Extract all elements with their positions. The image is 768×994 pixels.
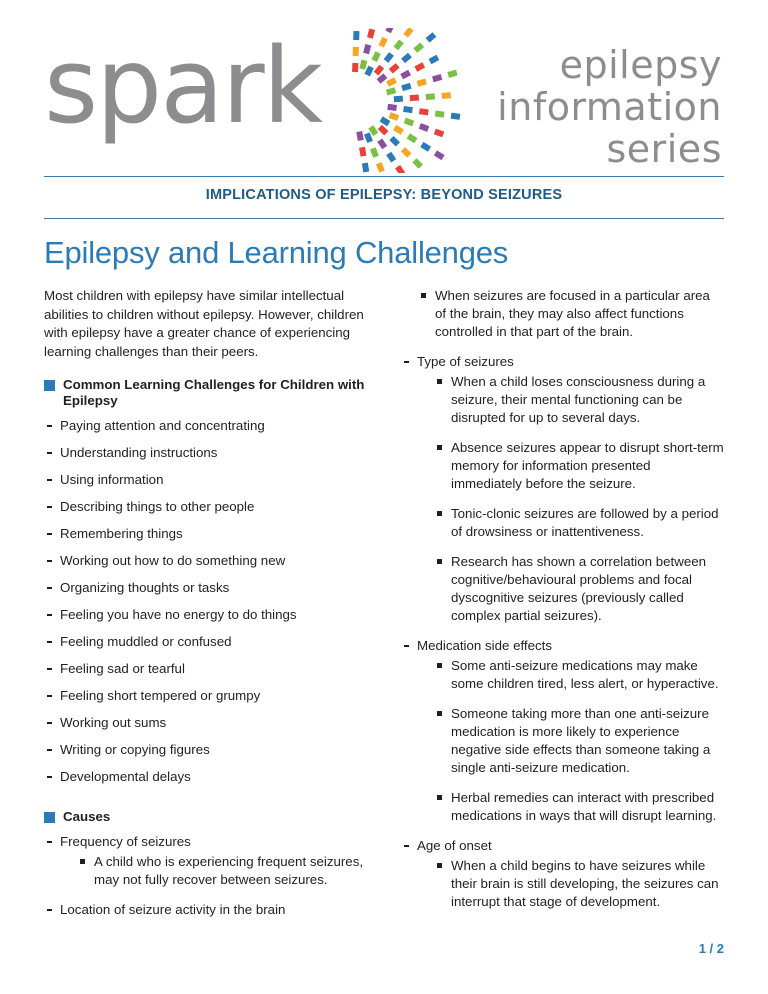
list-item-text: Frequency of seizures: [60, 834, 191, 849]
list-item: Describing things to other people: [44, 498, 367, 516]
body-columns: [44, 287, 724, 928]
list-item-text: Age of onset: [417, 838, 492, 853]
list-item: When a child loses consciousness during a seizure, their mental functioning can be disrupted for up to several days.: [435, 373, 724, 427]
list-item: Feeling short tempered or grumpy: [44, 687, 367, 705]
list-item: Organizing thoughts or tasks: [44, 579, 367, 597]
list-item: A child who is experiencing frequent seizures, may not fully recover between seizures.: [78, 853, 367, 889]
page-number: 1 / 2: [698, 941, 724, 956]
list-item: Feeling sad or tearful: [44, 660, 367, 678]
section-heading-challenges: [44, 377, 367, 409]
page-title: Epilepsy and Learning Challenges: [44, 235, 509, 270]
series-line-1: epilepsy: [559, 43, 722, 87]
sub-list: [78, 853, 367, 889]
logo-wordmark: spark: [44, 25, 321, 147]
list-item: Working out how to do something new: [44, 552, 367, 570]
spacer: [44, 795, 367, 805]
list-item: Research has shown a correlation between cognitive/behavioural problems and focal dyscognitive seizures (previously called complex partial seizures).: [435, 553, 724, 625]
kicker-text: IMPLICATIONS OF EPILEPSY: BEYOND SEIZURES: [205, 187, 563, 203]
list-item: [401, 353, 724, 625]
spark-burst-icon: [340, 28, 570, 173]
list-item: Understanding instructions: [44, 444, 367, 462]
list-item: Someone taking more than one anti-seizure medication is more likely to experience negative side effects than someone taking a single anti-seizure medication.: [435, 705, 724, 777]
kicker-divider: [44, 218, 724, 219]
list-item-text: Medication side effects: [417, 638, 553, 653]
list-item: Working out sums: [44, 714, 367, 732]
list-item: Paying attention and concentrating: [44, 417, 367, 435]
list-item: Remembering things: [44, 525, 367, 543]
list-item: Absence seizures appear to disrupt short-term memory for information presented immediately before the seizure.: [435, 439, 724, 493]
right-column: [401, 287, 724, 928]
list-item: Feeling muddled or confused: [44, 633, 367, 651]
lead-sub-list: [419, 287, 724, 341]
intro-paragraph: Most children with epilepsy have similar intellectual abilities to children without epilepsy. However, children with epilepsy have a greater chance of experiencing learning challenges than their peers.: [44, 288, 364, 359]
list-item: Writing or copying figures: [44, 741, 367, 759]
section-title: Common Learning Challenges for Children with Epilepsy: [63, 377, 365, 408]
right-causes-list: [401, 353, 724, 911]
list-item-text: Type of seizures: [417, 354, 514, 369]
list-item: Using information: [44, 471, 367, 489]
section-title: Causes: [63, 809, 111, 824]
document-header: [44, 0, 724, 170]
list-item: Feeling you have no energy to do things: [44, 606, 367, 624]
section-heading-causes: [44, 809, 367, 825]
left-column: [44, 287, 367, 928]
list-item: [44, 833, 367, 889]
list-item: When a child begins to have seizures while their brain is still developing, the seizures can interrupt that stage of development.: [435, 857, 724, 911]
list-item: Some anti-seizure medications may make some children tired, less alert, or hyperactive.: [435, 657, 724, 693]
sub-list: [435, 857, 724, 911]
list-item: Location of seizure activity in the brain: [44, 901, 367, 919]
sub-list: [435, 657, 724, 825]
spark-logo: [44, 22, 474, 152]
challenges-list: [44, 417, 367, 786]
list-item: When seizures are focused in a particular area of the brain, they may also affect functions controlled in that part of the brain.: [419, 287, 724, 341]
sub-list: [435, 373, 724, 625]
list-item: Herbal remedies can interact with prescribed medications in ways that will disrupt learning.: [435, 789, 724, 825]
list-item: Tonic-clonic seizures are followed by a period of drowsiness or inattentiveness.: [435, 505, 724, 541]
series-line-3: series: [606, 127, 722, 171]
list-item: Developmental delays: [44, 768, 367, 786]
bullet-square-icon: [44, 380, 55, 391]
bullet-square-icon: [44, 812, 55, 823]
causes-list: [44, 833, 367, 919]
list-item: [401, 837, 724, 911]
series-line-2: information: [497, 85, 722, 129]
list-item: [401, 637, 724, 825]
